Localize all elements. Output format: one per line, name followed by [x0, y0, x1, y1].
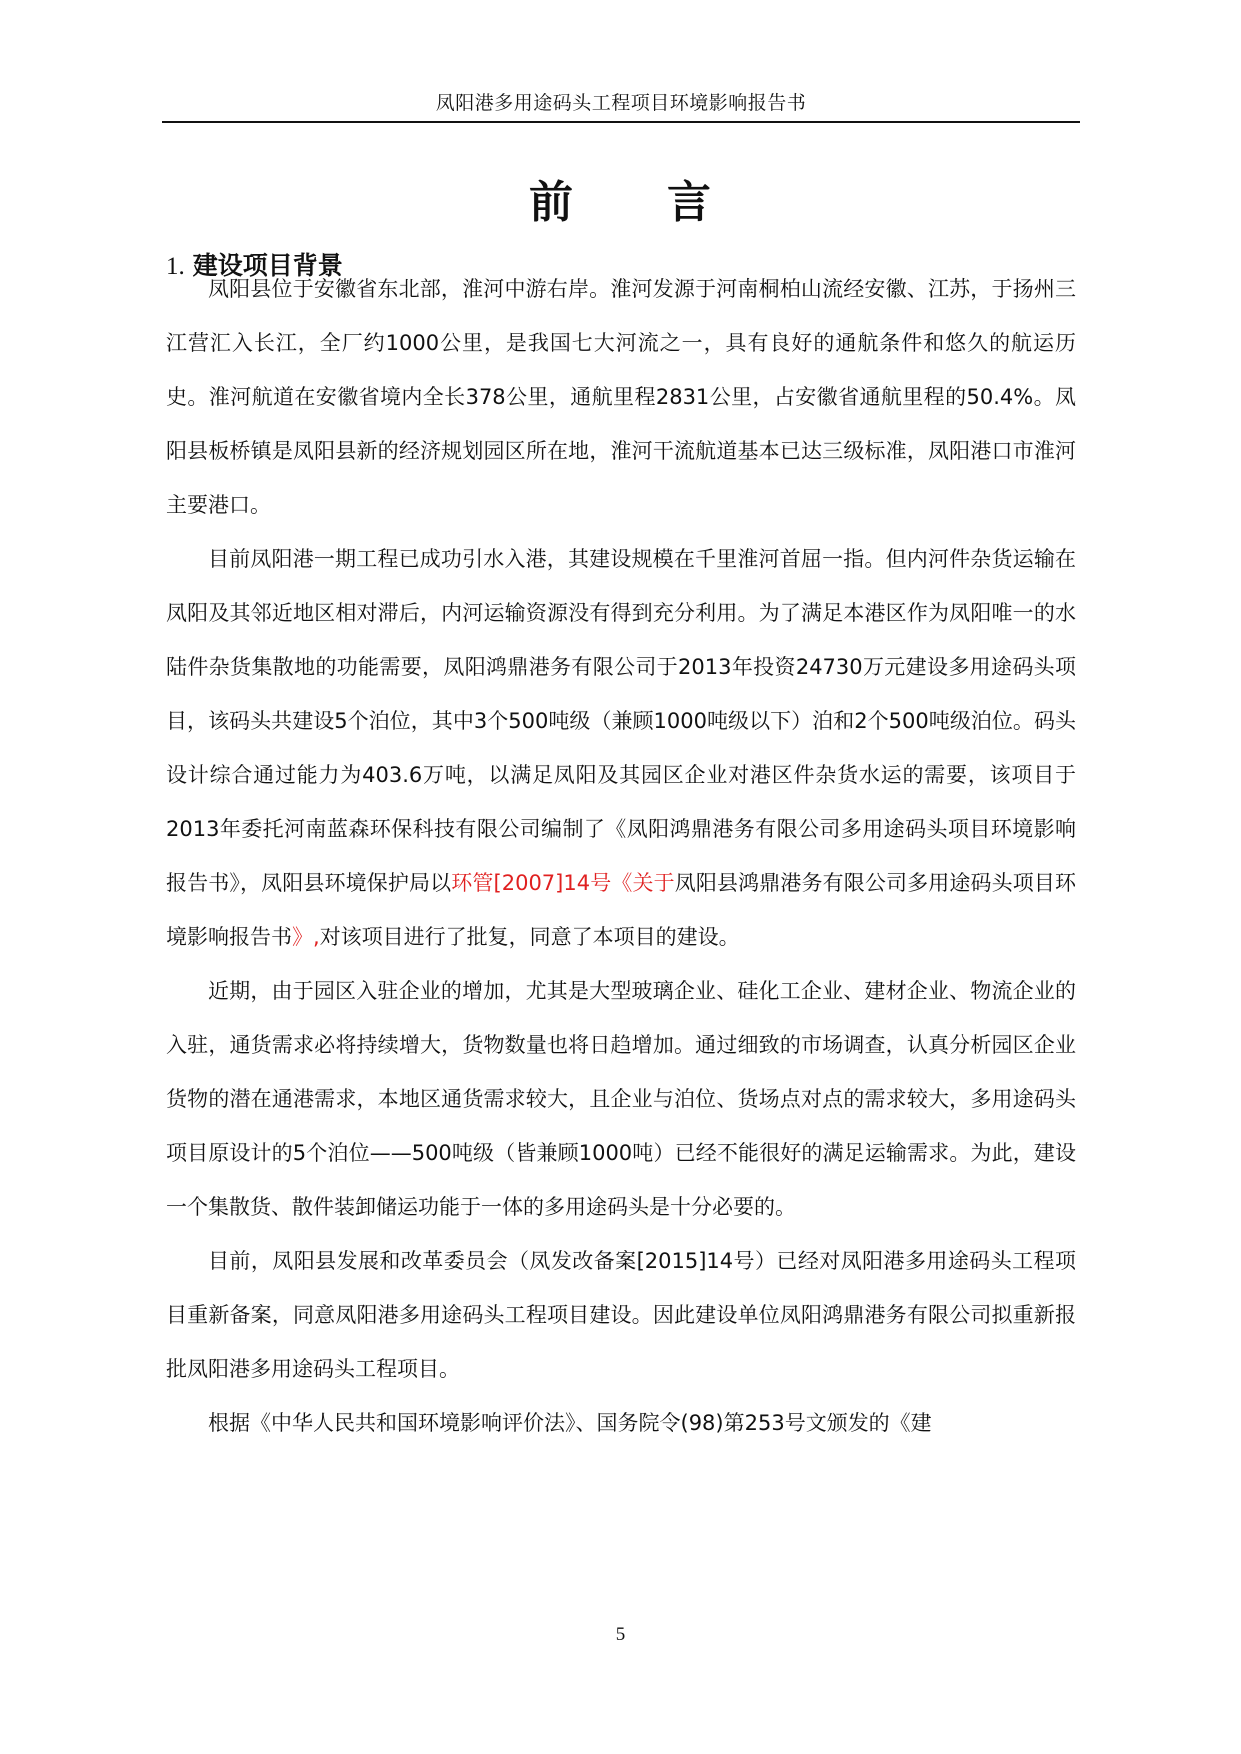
approval-document-reference: 环管[2007]14号《关于: [451, 871, 675, 895]
paragraph-3: 近期，由于园区入驻企业的增加，尤其是大型玻璃企业、硅化工企业、建材企业、物流企业的入驻，通货需求必将持续增大，货物数量也将日趋增加。通过细致的市场调查，认真分析园区企业货物的潜在通港需求，本地区通货需求较大，且企业与泊位、货场点对点的需求较大，多用途码头项目原设计的5个泊位——500吨级（皆兼顾1000吨）已经不能很好的满足运输需求。为此，建设一个集散货、散件装卸储运功能于一体的多用途码头是十分必要的。: [166, 979, 1076, 1219]
paragraph-2: [166, 532, 1076, 964]
header-divider: [162, 121, 1080, 123]
approval-document-reference-end: 》,: [292, 925, 320, 949]
section-title: 建设项目背景: [192, 251, 343, 280]
paragraph-2-text-a: 目前凤阳港一期工程已成功引水入港，其建设规模在千里淮河首屈一指。但内河件杂货运输在凤阳及其邻近地区相对滞后，内河运输资源没有得到充分利用。为了满足本港区作为凤阳唯一的水陆件杂货集散地的功能需要，凤阳鸿鼎港务有限公司于2013年投资24730万元建设多用途码头项目，该码头共建设5个泊位，其中3个500吨级（兼顾1000吨级以下）泊和2个500吨级泊位。码头设计综合通过能力为403.6万吨，以满足凤阳及其园区企业对港区件杂货水运的需要，该项目于2013年委托河南蓝森环保科技有限公司编制了《凤阳鸿鼎港务有限公司多用途码头项目环境影响报告书》，凤阳县环境保护局以: [166, 547, 1076, 895]
document-body: [166, 262, 1076, 1450]
paragraph-2-text-c: 对该项目进行了批复，同意了本项目的建设。: [319, 925, 740, 949]
paragraph-1: 凤阳县位于安徽省东北部，淮河中游右岸。淮河发源于河南桐柏山流经安徽、江苏，于扬州三江营汇入长江，全厂约1000公里，是我国七大河流之一，具有良好的通航条件和悠久的航运历史。淮河航道在安徽省境内全长378公里，通航里程2831公里，占安徽省通航里程的50.4%。凤阳县板桥镇是凤阳县新的经济规划园区所在地，淮河干流航道基本已达三级标准，凤阳港口市淮河主要港口。: [166, 277, 1076, 517]
paragraph-5: 根据《中华人民共和国环境影响评价法》、国务院令(98)第253号文颁发的《建: [208, 1411, 932, 1435]
section-number: 1.: [166, 253, 185, 280]
page-number: 5: [615, 1624, 626, 1645]
paragraph-4: 目前，凤阳县发展和改革委员会（凤发改备案[2015]14号）已经对凤阳港多用途码头工程项目重新备案，同意凤阳港多用途码头工程项目建设。因此建设单位凤阳鸿鼎港务有限公司拟重新报批凤阳港多用途码头工程项目。: [166, 1249, 1076, 1381]
paragraph-2-text-b: 凤阳县鸿鼎港务有限公司多用途码头项目环境影响报告书: [166, 871, 1076, 949]
running-header: 凤阳港多用途码头工程项目环境影响报告书: [435, 92, 807, 114]
document-title: 前 言: [529, 177, 713, 228]
